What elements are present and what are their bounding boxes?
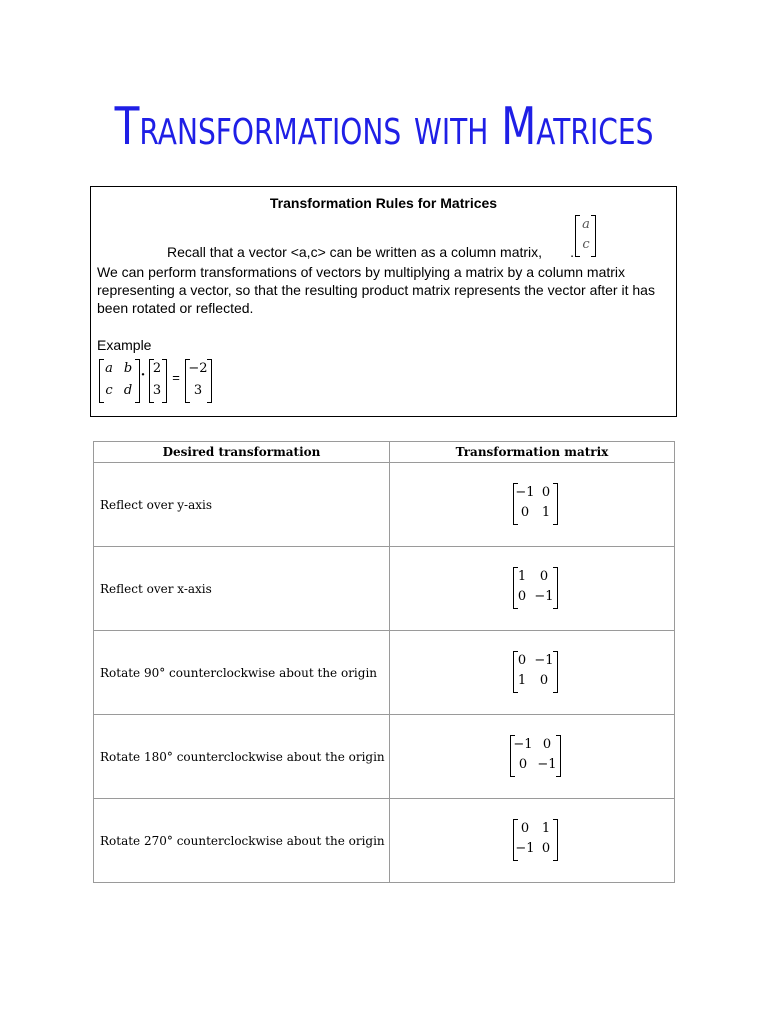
- matrix-entry: −1: [513, 737, 533, 752]
- transformation-description: Rotate 270° counterclockwise about the origin: [94, 799, 390, 883]
- column-matrix-bottom: c: [582, 237, 590, 252]
- transformation-matrix-cell: [390, 631, 675, 715]
- example-label: Example: [97, 337, 152, 353]
- transformation-matrix: [510, 735, 562, 777]
- table-header-row: [94, 442, 675, 463]
- right-bracket: [591, 215, 596, 257]
- matrix-entry: −1: [515, 841, 535, 856]
- matrix-entry: 0: [539, 673, 549, 688]
- rules-box: [90, 186, 677, 417]
- matrix-entry: c: [105, 383, 113, 398]
- equals-sign: =: [172, 370, 180, 385]
- matrix-entry: a: [105, 361, 113, 376]
- transformation-description: Rotate 180° counterclockwise about the origin: [94, 715, 390, 799]
- vector-entry: 3: [152, 383, 162, 398]
- matrix-entry: b: [123, 361, 133, 376]
- transformation-matrix: [513, 483, 559, 525]
- matrix-entry: −1: [534, 589, 554, 604]
- matrix-entry: 0: [517, 589, 527, 604]
- recall-period: .: [570, 244, 574, 260]
- right-bracket: [553, 483, 558, 525]
- matrix-entry: 0: [539, 569, 549, 584]
- transformation-description: Reflect over x-axis: [94, 547, 390, 631]
- matrix-entry: 1: [517, 569, 527, 584]
- recall-line: [167, 244, 574, 260]
- result-entry: 3: [193, 383, 203, 398]
- transformation-matrix-cell: [390, 547, 675, 631]
- transformation-matrix: [513, 651, 559, 693]
- right-bracket: [553, 567, 558, 609]
- column-matrix: [575, 215, 597, 257]
- matrix-entry: 0: [541, 485, 551, 500]
- table-row: [94, 799, 675, 883]
- right-bracket: [553, 819, 558, 861]
- transformation-description: Rotate 90° counterclockwise about the origin: [94, 631, 390, 715]
- matrix-entry: −1: [537, 757, 557, 772]
- table-row: [94, 547, 675, 631]
- transformation-matrix: [513, 819, 559, 861]
- multiply-dot: ·: [140, 368, 146, 383]
- right-bracket: [556, 735, 561, 777]
- matrix-entry: 1: [541, 821, 551, 836]
- example-equation: [99, 357, 229, 405]
- matrix-entry: 0: [520, 505, 530, 520]
- vector-entry: 2: [152, 361, 162, 376]
- matrix-entry: 0: [542, 737, 552, 752]
- transformation-matrix-cell: [390, 715, 675, 799]
- matrix-entry: −1: [534, 653, 554, 668]
- transformation-matrix-cell: [390, 799, 675, 883]
- matrix-entry: 1: [517, 673, 527, 688]
- matrix-entry: 0: [517, 653, 527, 668]
- transformation-description: Reflect over y-axis: [94, 463, 390, 547]
- matrix-entry: 0: [518, 757, 528, 772]
- right-bracket: [553, 651, 558, 693]
- explanation-paragraph: We can perform transformations of vectors by multiplying a matrix by a column matrix representing a vector, so that the resulting product matrix represents the vector after it has been rotated or reflected.: [97, 264, 655, 316]
- transformation-matrix: [513, 567, 559, 609]
- table-row: [94, 463, 675, 547]
- column-header: Transformation matrix: [390, 442, 675, 463]
- result-entry: −2: [188, 361, 208, 376]
- right-bracket: [207, 359, 212, 403]
- matrix-entry: 0: [541, 841, 551, 856]
- transformation-table: [93, 441, 675, 883]
- transformation-matrix-cell: [390, 463, 675, 547]
- table-row: [94, 631, 675, 715]
- matrix-entry: d: [123, 383, 133, 398]
- recall-text: Recall that a vector <a,c> can be written as a column matrix,: [167, 244, 543, 260]
- rules-heading: Transformation Rules for Matrices: [269, 195, 498, 211]
- column-header: Desired transformation: [94, 442, 390, 463]
- table-row: [94, 715, 675, 799]
- matrix-entry: 0: [520, 821, 530, 836]
- right-bracket: [162, 359, 167, 403]
- matrix-entry: −1: [515, 485, 535, 500]
- column-matrix-top: a: [582, 217, 590, 232]
- matrix-entry: 1: [541, 505, 551, 520]
- page-title: Transformations with Matrices: [114, 97, 654, 157]
